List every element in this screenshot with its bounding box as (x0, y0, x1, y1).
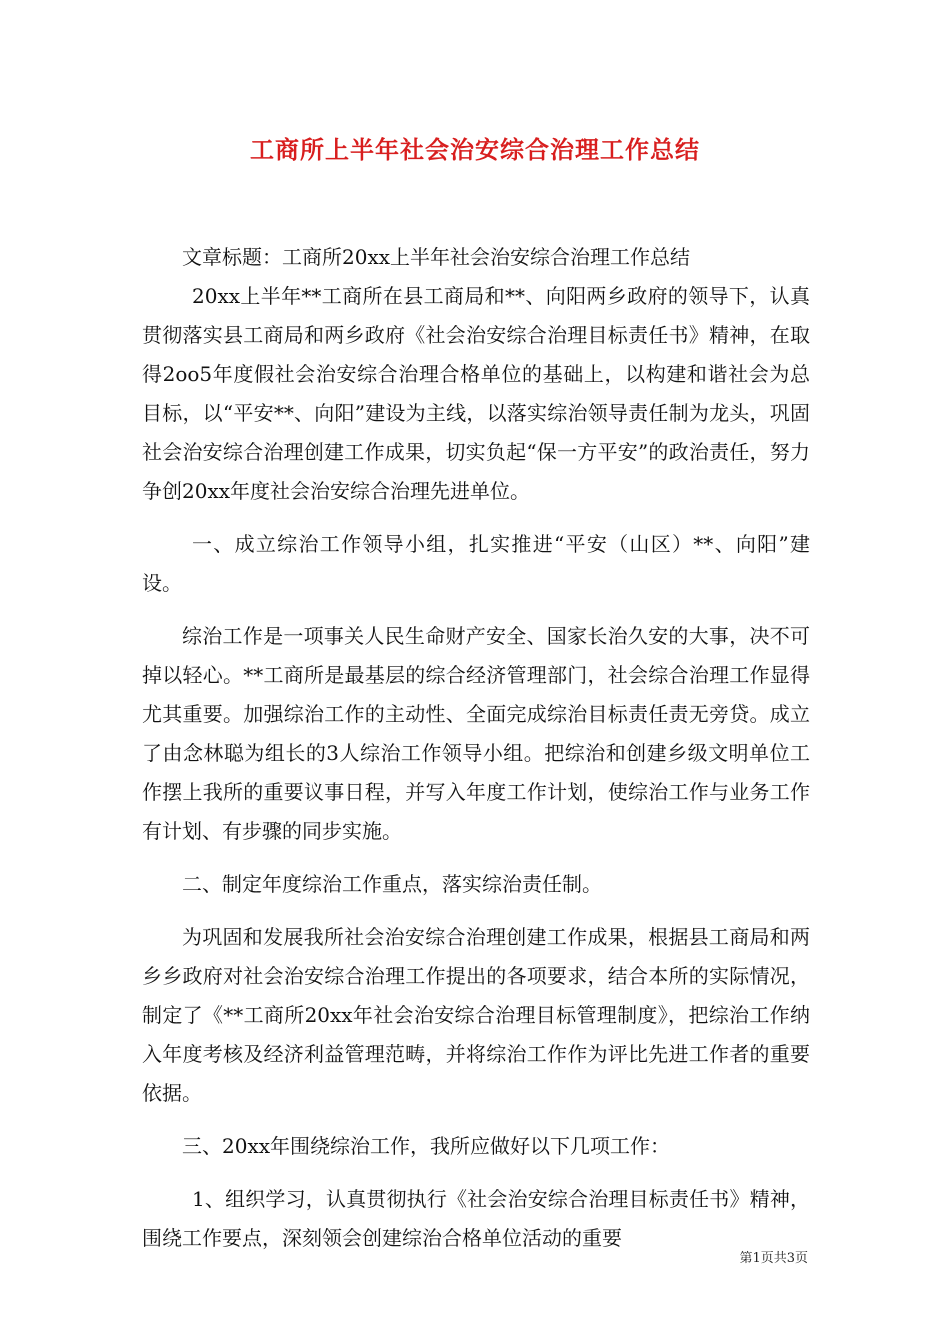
section-heading-2: 二、制定年度综治工作重点，落实综治责任制。 (182, 872, 602, 896)
paragraph-section-1: 综治工作是一项事关人民生命财产安全、国家长治久安的大事，决不可掉以轻心。**工商所是最基层的综合经济管理部门，社会综合治理工作显得尤其重要。加强综治工作的主动性、全面完成综治目标责任责无旁贷。成立了由念林聪为组长的3人综治工作领导小组。把综治和创建乡级文明单位工作摆上我所的重要议事日程，并写入年度工作计划，使综治工作与业务工作有计划、有步骤的同步实施。 (142, 624, 810, 843)
article-title-line: 文章标题：工商所20xx上半年社会治安综合治理工作总结 (182, 245, 691, 269)
document-body (142, 238, 810, 1258)
paragraph-intro: 20xx上半年**工商所在县工商局和**、向阳两乡政府的领导下，认真贯彻落实县工商局和两乡政府《社会治安综合治理目标责任书》精神，在取得2oo5年度假社会治安综合治理合格单位的基础上，以构建和谐社会为总目标，以“平安**、向阳”建设为主线，以落实综治领导责任制为龙头，巩固社会治安综合治理创建工作成果，切实负起“保一方平安”的政治责任，努力争创20xx年度社会治安综合治理先进单位。 (142, 284, 810, 503)
section-heading-3: 三、20xx年围绕综治工作，我所应做好以下几项工作： (182, 1134, 671, 1158)
page-number: 第1页共3页 (739, 1251, 808, 1266)
paragraph-item-1: 1、组织学习，认真贯彻执行《社会治安综合治理目标责任书》精神，围绕工作要点，深刻领会创建综治合格单位活动的重要 (142, 1187, 810, 1250)
paragraph-section-2: 为巩固和发展我所社会治安综合治理创建工作成果，根据县工商局和两乡乡政府对社会治安综合治理工作提出的各项要求，结合本所的实际情况，制定了《**工商所20xx年社会治安综合治理目标管理制度》，把综治工作纳入年度考核及经济利益管理范畴，并将综治工作作为评比先进工作者的重要依据。 (142, 925, 810, 1105)
page-title: 工商所上半年社会治安综合治理工作总结 (250, 135, 700, 164)
section-heading-1: 一、成立综治工作领导小组，扎实推进“平安（山区）**、向阳”建设。 (142, 532, 810, 595)
